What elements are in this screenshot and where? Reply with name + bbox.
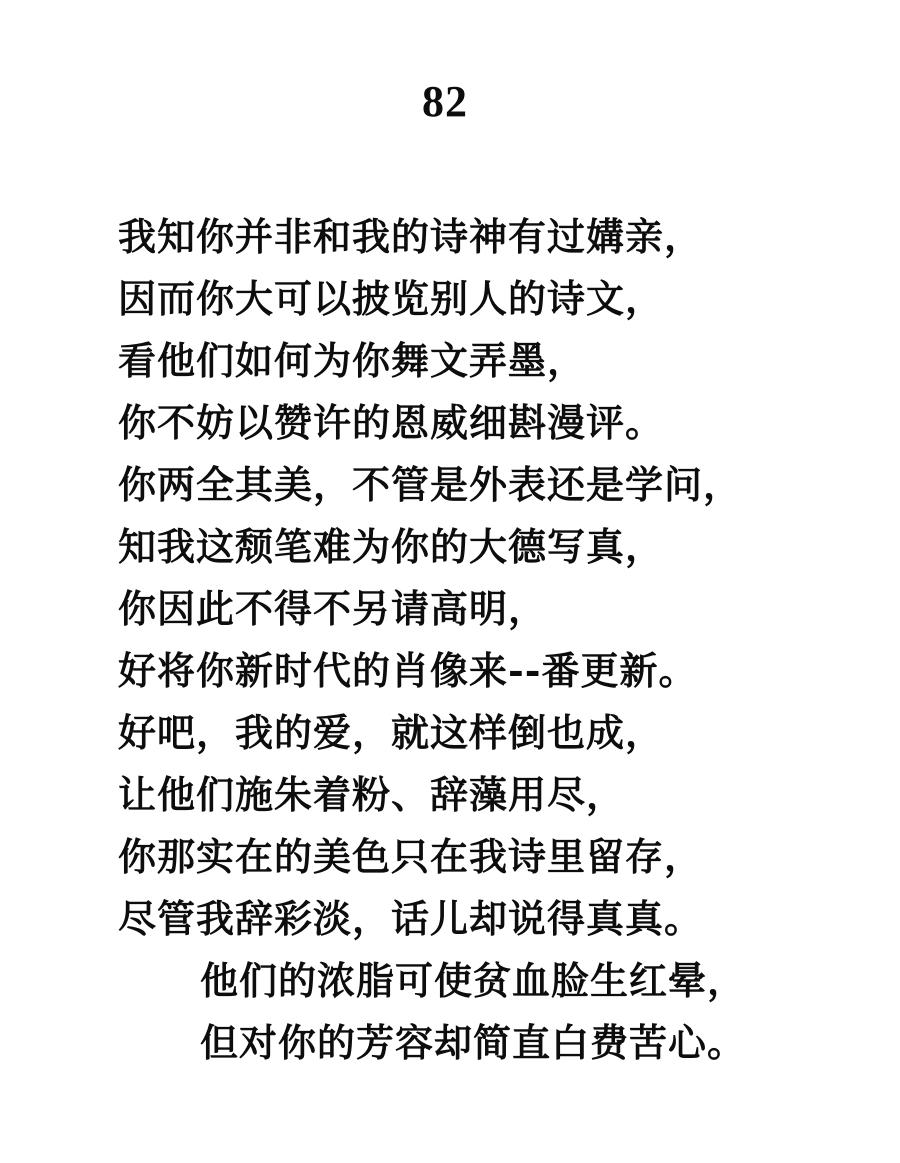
sonnet-number: 82	[422, 77, 468, 126]
poem-line: 你那实在的美色只在我诗里留存，	[118, 834, 704, 879]
poem-line: 让他们施朱着粉、辞藻用尽，	[118, 772, 626, 817]
poem-line: 好将你新时代的肖像来--番更新。	[118, 648, 698, 693]
poem-line: 你不妨以赞许的恩威细斟漫评。	[118, 400, 665, 445]
couplet-line: 他们的浓脂可使贫血脸生红晕，	[200, 958, 747, 1003]
poem-line: 你两全其美，不管是外表还是学问，	[118, 462, 743, 507]
poem-line: 我知你并非和我的诗神有过媾亲，	[118, 214, 704, 259]
couplet-line: 但对你的芳容却简直白费苦心。	[200, 1020, 747, 1065]
poem-line: 尽管我辞彩淡，话儿却说得真真。	[118, 896, 704, 941]
poem-line: 你因此不得不另请高明，	[118, 586, 548, 631]
poem-line: 好吧，我的爱，就这样倒也成，	[118, 710, 665, 755]
poem-line: 知我这颓笔难为你的大德写真，	[118, 524, 665, 569]
poem-line: 因而你大可以披览别人的诗文，	[118, 276, 665, 321]
poem-line: 看他们如何为你舞文弄墨，	[118, 338, 587, 383]
poem-text	[118, 206, 746, 1074]
